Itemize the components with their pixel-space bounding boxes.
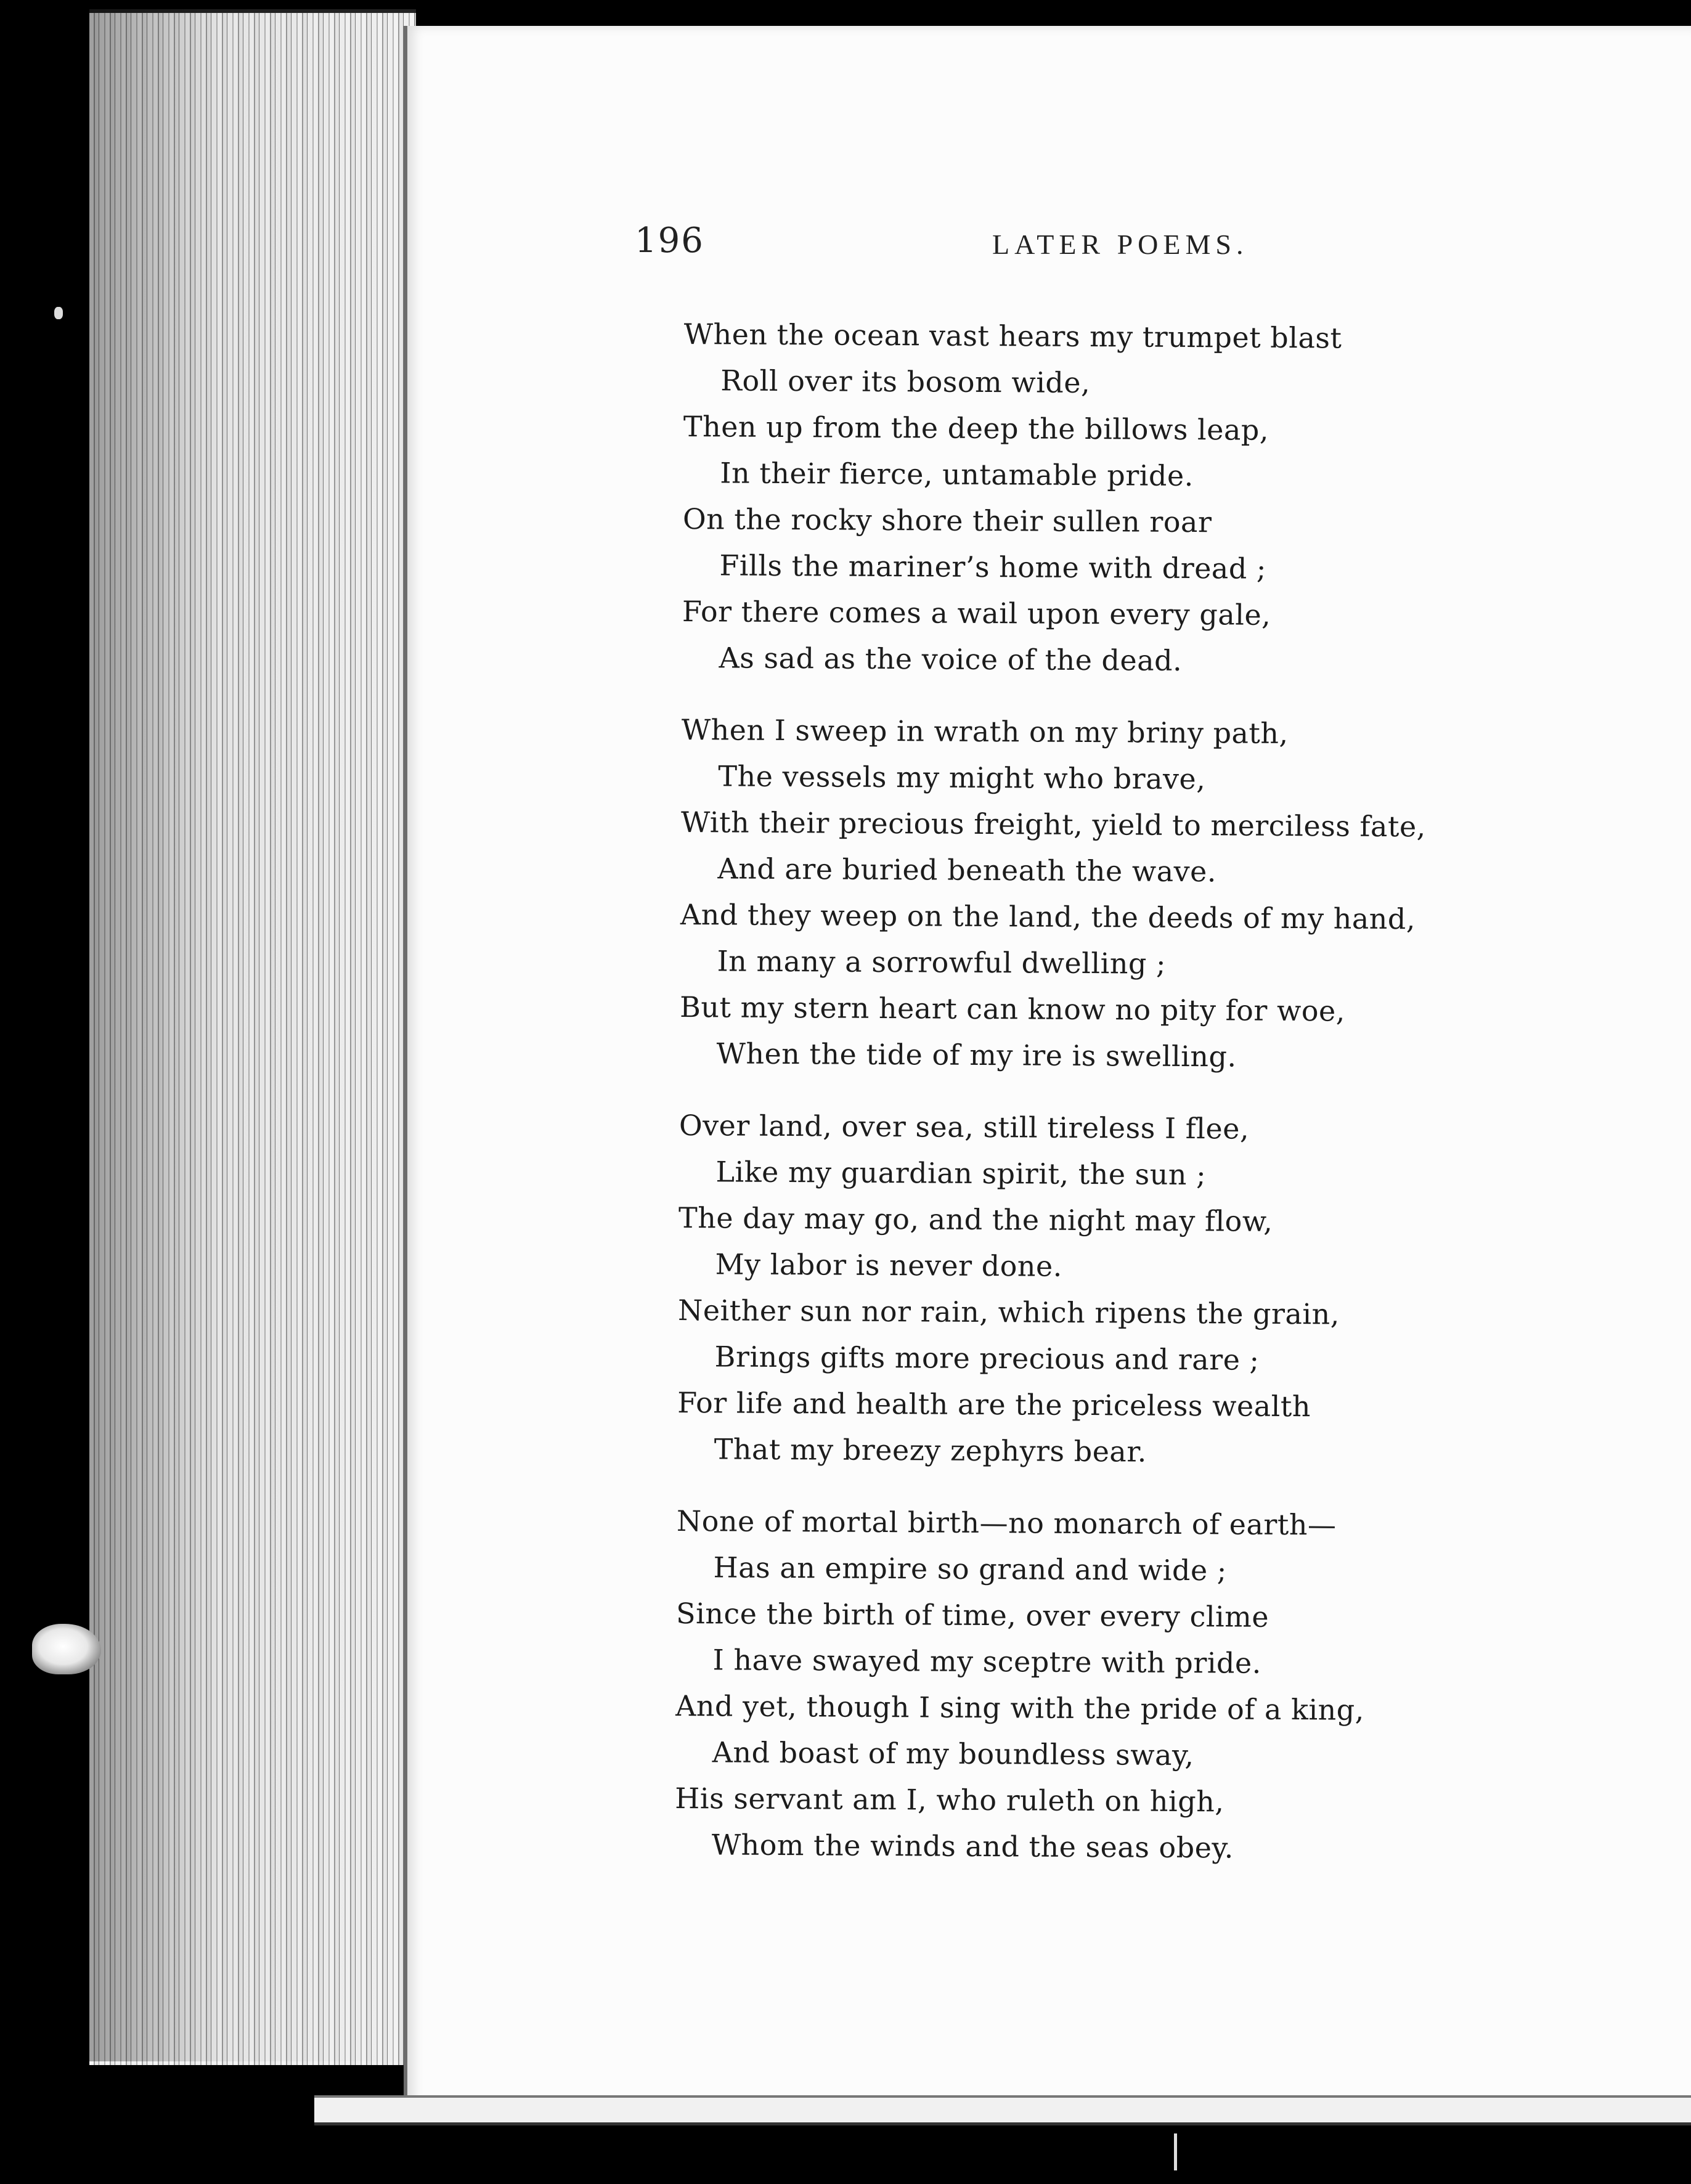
poem-line: Fills the mariner’s home with dread ;	[719, 548, 1267, 585]
poem-line: When the ocean vast hears my trumpet blast	[683, 317, 1342, 355]
poem-line: Over land, over sea, still tireless I flee,	[678, 1108, 1250, 1146]
scan-speck	[1174, 2133, 1177, 2170]
running-head: LATER POEMS.	[992, 229, 1249, 260]
poem-line: Brings gifts more precious and rare ;	[714, 1340, 1260, 1377]
poem-line: My labor is never done.	[715, 1247, 1063, 1283]
poem-line: In their fierce, untamable pride.	[720, 456, 1194, 493]
poem-line: For life and health are the priceless wealth	[677, 1385, 1311, 1424]
stanza	[677, 1102, 1424, 1477]
poem-line: The vessels my might who brave,	[718, 759, 1206, 796]
poem-line: Like my guardian spirit, the sun ;	[715, 1155, 1207, 1192]
stanza	[682, 311, 1429, 685]
poem-line: And boast of my boundless sway,	[712, 1735, 1194, 1772]
poem-line: Whom the winds and the seas obey.	[711, 1828, 1234, 1865]
poem-line: And they weep on the land, the deeds of my hand,	[680, 897, 1416, 936]
scan-speck	[54, 307, 63, 319]
poem-line: I have swayed my sceptre with pride.	[712, 1643, 1261, 1680]
poem-line: None of mortal birth—no monarch of earth—	[676, 1504, 1337, 1542]
poem-line: And are buried beneath the wave.	[717, 852, 1217, 889]
poem-body	[674, 311, 1429, 1898]
page-edge-shadow	[89, 9, 416, 2061]
poem-line: Then up from the deep the billows leap,	[683, 409, 1269, 447]
stanza	[679, 707, 1427, 1081]
poem-line: His servant am I, who ruleth on high,	[675, 1781, 1224, 1819]
poem-line: But my stern heart can know no pity for woe,	[679, 990, 1346, 1028]
poem-line: When I sweep in wrath on my briny path,	[681, 712, 1289, 751]
poem-line: Roll over its bosom wide,	[720, 364, 1091, 400]
poem-line: The day may go, and the night may flow,	[678, 1200, 1273, 1238]
poem-line: On the rocky shore their sullen roar	[682, 502, 1212, 539]
poem-line: For there comes a wail upon every gale,	[682, 594, 1271, 632]
poem-line: Neither sun nor rain, which ripens the grain,	[677, 1293, 1340, 1331]
poem-line: Since the birth of time, over every clime	[675, 1596, 1269, 1634]
poem-line: And yet, though I sing with the pride of a king,	[675, 1689, 1364, 1727]
stanza	[675, 1498, 1422, 1872]
scan-blot-artifact	[32, 1624, 101, 1674]
poem-line: With their precious freight, yield to merciless fate,	[680, 805, 1426, 844]
poem-line: As sad as the voice of the dead.	[719, 641, 1183, 677]
poem-line: That my breezy zephyrs bear.	[714, 1432, 1147, 1469]
poem-line: When the tide of my ire is swelling.	[716, 1037, 1237, 1074]
poem-line: Has an empire so grand and wide ;	[713, 1550, 1227, 1587]
poem-line: In many a sorrowful dwelling ;	[717, 944, 1167, 980]
page-number: 196	[635, 221, 704, 261]
page-bottom-edge	[314, 2095, 1691, 2125]
